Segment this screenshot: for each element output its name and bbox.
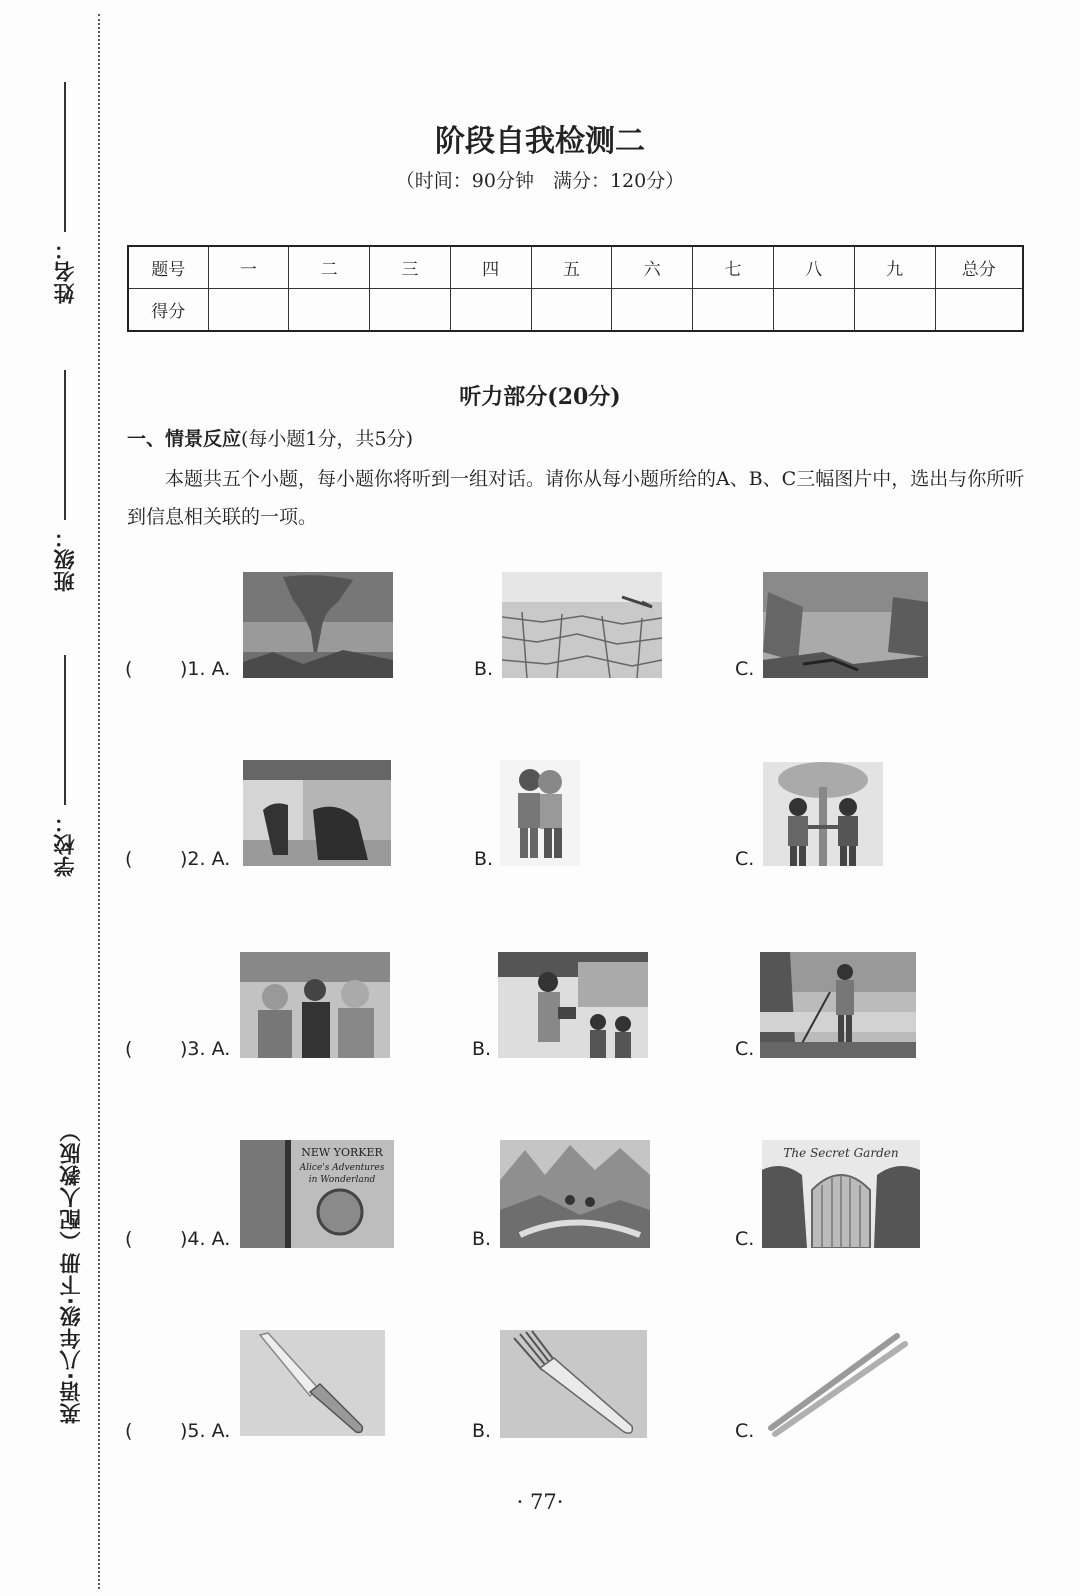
answer-blank[interactable]: (	[125, 848, 133, 870]
col-4: 四	[450, 246, 531, 289]
page-subtitle: （时间：90分钟 满分：120分）	[395, 170, 685, 192]
question-row-2	[0, 740, 1080, 870]
part-heading	[127, 424, 413, 451]
answer-blank[interactable]: (	[125, 1038, 133, 1060]
col-6: 六	[612, 246, 693, 289]
answer-blank[interactable]: (	[125, 1420, 133, 1442]
option-label-b: B.	[474, 658, 494, 680]
garden-cover-title: The Secret Garden	[783, 1146, 899, 1160]
option-label-b: B.	[474, 848, 494, 870]
part-title: 一、情景反应	[127, 428, 242, 450]
elderly-people-picture[interactable]	[240, 952, 390, 1058]
classroom-picture[interactable]	[498, 952, 648, 1058]
question-number-5: ( )5. A.	[125, 1420, 231, 1442]
lake-cleaning-picture[interactable]	[760, 952, 916, 1058]
score-header-row	[128, 246, 1023, 289]
option-label-c: C.	[735, 1420, 755, 1442]
question-row-1	[0, 550, 1080, 680]
question-number-2: ( )2. A.	[125, 848, 231, 870]
score-cell[interactable]	[450, 289, 531, 332]
question-row-3	[0, 930, 1080, 1060]
school-label: 学校：	[53, 811, 77, 877]
book-label: 英语·八年级·下册（配人教版）	[59, 1120, 83, 1424]
chopsticks-picture[interactable]	[765, 1330, 910, 1438]
option-label-c: C.	[735, 1228, 755, 1250]
score-cell[interactable]	[773, 289, 854, 332]
col-9: 九	[854, 246, 935, 289]
fork-picture[interactable]	[500, 1330, 647, 1438]
journey-painting-picture[interactable]	[500, 1140, 650, 1248]
option-label-b: B.	[472, 1038, 492, 1060]
row-label-number: 题号	[128, 246, 208, 289]
row-label-score: 得分	[128, 289, 208, 332]
score-cell[interactable]	[370, 289, 451, 332]
name-label: 姓名：	[53, 238, 77, 304]
score-table	[127, 245, 1024, 332]
score-cell[interactable]	[693, 289, 774, 332]
alice-cover-line1: NEW YORKER	[301, 1146, 383, 1159]
question-number-3: ( )3. A.	[125, 1038, 231, 1060]
col-total: 总分	[935, 246, 1023, 289]
answer-blank[interactable]: (	[125, 658, 133, 680]
score-cell[interactable]	[208, 289, 289, 332]
page-title: 阶段自我检测二	[435, 124, 645, 159]
question-number-4: ( )4. A.	[125, 1228, 231, 1250]
earthquake-picture[interactable]	[763, 572, 928, 678]
question-row-4	[0, 1120, 1080, 1250]
col-3: 三	[370, 246, 451, 289]
page-number: · 77·	[516, 1490, 564, 1514]
answer-blank[interactable]: (	[125, 1228, 133, 1250]
option-label-b: B.	[472, 1420, 492, 1442]
drought-picture[interactable]	[502, 572, 662, 678]
tornado-picture[interactable]	[243, 572, 393, 678]
option-label-c: C.	[735, 1038, 755, 1060]
score-cell[interactable]	[854, 289, 935, 332]
col-8: 八	[773, 246, 854, 289]
score-cell[interactable]	[531, 289, 612, 332]
alice-cover-line3: in Wonderland	[308, 1175, 376, 1185]
instructions: 本题共五个小题，每小题你将听到一组对话。请你从每小题所给的A、B、C三幅图片中，选出与你所听到信息相关联的一项。	[127, 468, 1025, 528]
col-7: 七	[693, 246, 774, 289]
alice-cover-line2: Alice's Adventures	[299, 1163, 385, 1173]
col-5: 五	[531, 246, 612, 289]
question-number-1: ( )1. A.	[125, 658, 231, 680]
col-1: 一	[208, 246, 289, 289]
col-2: 二	[289, 246, 370, 289]
score-value-row	[128, 289, 1023, 332]
option-label-c: C.	[735, 848, 755, 870]
question-row-5	[0, 1312, 1080, 1442]
score-cell[interactable]	[612, 289, 693, 332]
bowing-picture[interactable]	[243, 760, 391, 866]
part-points: (每小题1分，共5分)	[241, 428, 414, 450]
secret-garden-picture[interactable]	[762, 1140, 920, 1248]
score-cell-total[interactable]	[935, 289, 1023, 332]
option-label-b: B.	[472, 1228, 492, 1250]
option-label-c: C.	[735, 658, 755, 680]
section-title: 听力部分(20分)	[459, 384, 621, 410]
hugging-picture[interactable]	[500, 760, 580, 866]
handshake-picture[interactable]	[763, 762, 883, 866]
knife-picture[interactable]	[240, 1330, 385, 1436]
score-cell[interactable]	[289, 289, 370, 332]
alice-book-picture[interactable]	[240, 1140, 394, 1248]
class-label: 班级：	[53, 526, 77, 592]
